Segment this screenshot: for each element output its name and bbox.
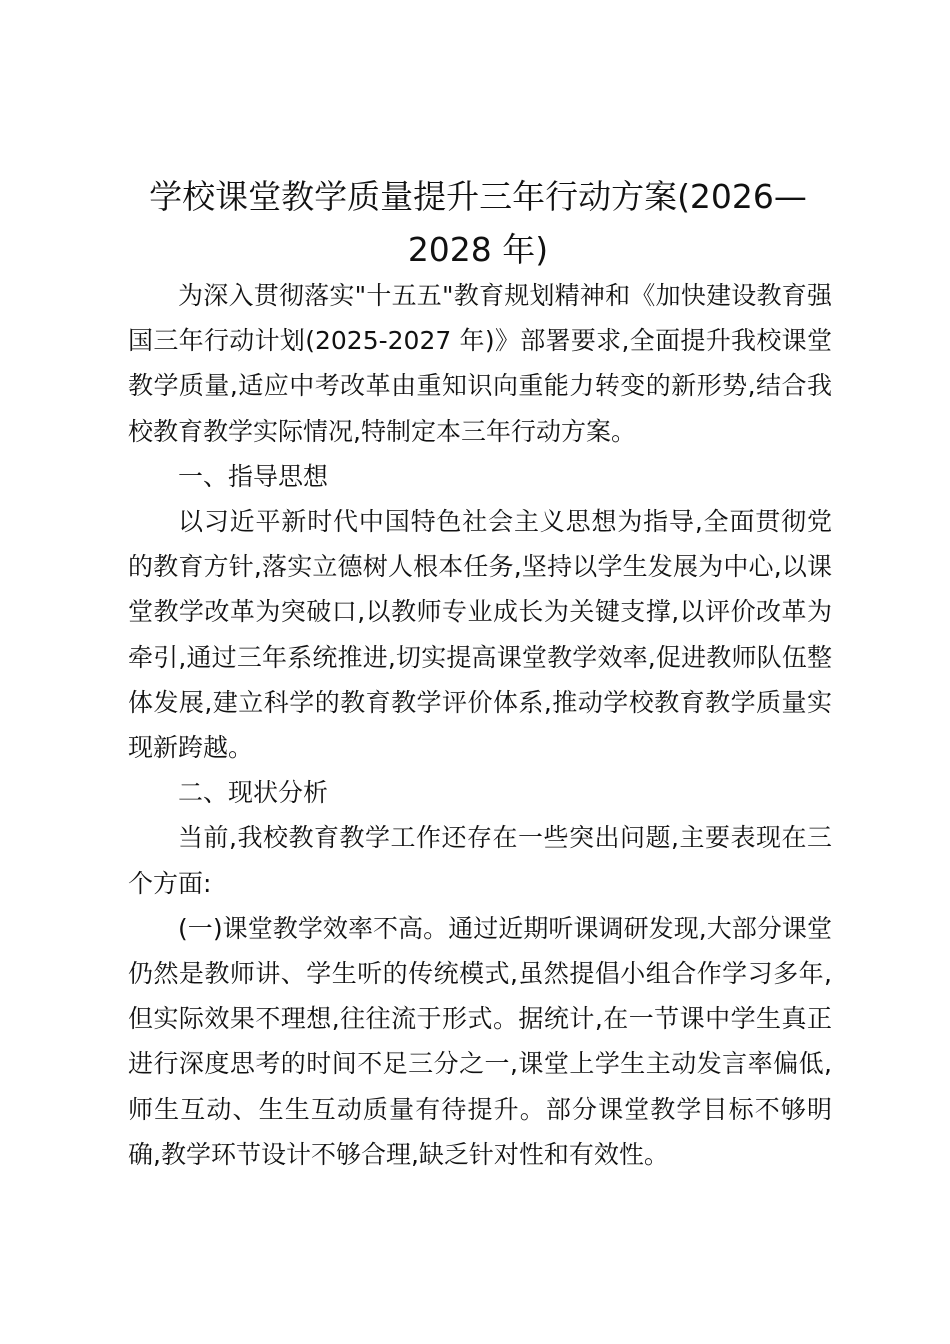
intro-paragraph: 为深入贯彻落实"十五五"教育规划精神和《加快建设教育强国三年行动计划(2025-2027 年)》部署要求,全面提升我校课堂教学质量,适应中考改革由重知识向重能力转变的新形势,结合我校教育教学实际情况,特制定本三年行动方案。 [128, 281, 832, 446]
status-analysis-item-1: (一)课堂教学效率不高。通过近期听课调研发现,大部分课堂仍然是教师讲、学生听的传统模式,虽然提倡小组合作学习多年,但实际效果不理想,往往流于形式。据统计,在一节课中学生真正进行深度思考的时间不足三分之一,课堂上学生主动发言率偏低,师生互动、生生互动质量有待提升。部分课堂教学目标不够明确,教学环节设计不够合理,缺乏针对性和有效性。 [128, 913, 832, 1169]
guiding-ideology-paragraph: 以习近平新时代中国特色社会主义思想为指导,全面贯彻党的教育方针,落实立德树人根本任务,坚持以学生发展为中心,以课堂教学改革为突破口,以教师专业成长为关键支撑,以评价改革为牵引,通过三年系统推进,切实提高课堂教学效率,促进教师队伍整体发展,建立科学的教育教学评价体系,推动学校教育教学质量实现新跨越。 [128, 507, 832, 763]
section-heading-guiding-ideology: 一、指导思想 [178, 461, 329, 491]
document-title: 学校课堂教学质量提升三年行动方案(2026—2028 年) [149, 177, 807, 269]
status-analysis-paragraph: 当前,我校教育教学工作还存在一些突出问题,主要表现在三个方面: [128, 823, 832, 898]
section-heading-status-analysis: 二、现状分析 [178, 778, 329, 808]
document-body [128, 273, 832, 1177]
